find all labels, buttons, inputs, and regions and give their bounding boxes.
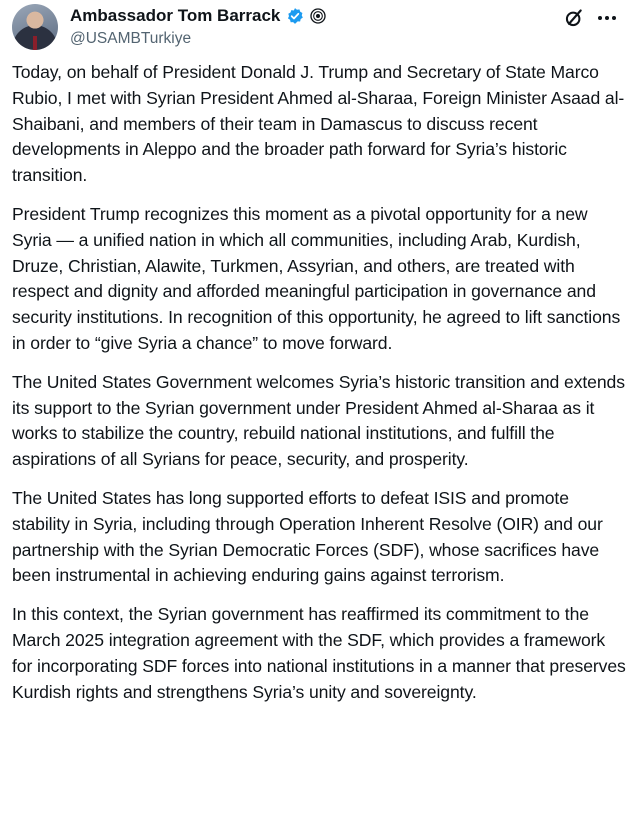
- avatar[interactable]: [12, 4, 58, 50]
- author-handle[interactable]: @USAMBTurkiye: [70, 30, 192, 47]
- post-paragraph: Today, on behalf of President Donald J. Trump and Secretary of State Marco Rubio, I met with Syrian President Ahmed al-Sharaa, Foreign Minister Asaad al-Shaibani, and members of their team in Damascus to discuss recent developments in Aleppo and the broader path forward for Syria’s historic transition.: [12, 62, 625, 186]
- post-header: [10, 0, 626, 58]
- more-options-icon[interactable]: [598, 16, 616, 20]
- verified-badge-icon[interactable]: [286, 7, 304, 25]
- avatar-tie: [33, 36, 37, 50]
- post-paragraph: President Trump recognizes this moment as a pivotal opportunity for a new Syria — a unified nation in which all communities, including Arab, Kurdish, Druze, Christian, Alawite, Turkmen, Assyrian, and others, are treated with respect and dignity and afforded meaningful participation in governance and security institutions. In recognition of this opportunity, he agreed to lift sanctions in order to “give Syria a chance” to move forward.: [12, 203, 621, 353]
- more-dot: [598, 16, 602, 20]
- author-display-name[interactable]: Ambassador Tom Barrack: [70, 6, 281, 25]
- post-body: [10, 58, 626, 705]
- post-paragraph: In this context, the Syrian government has reaffirmed its commitment to the March 2025 integration agreement with the SDF, which provides a framework for incorporating SDF forces into national institutions in a manner that preserves Kurdish rights and strengthens Syria’s unity and sovereignty.: [12, 604, 626, 702]
- post-paragraph: The United States has long supported efforts to defeat ISIS and promote stability in Syria, including through Operation Inherent Resolve (OIR) and our partnership with the Syrian Democratic Forces (SDF), whose sacrifices have been instrumental in achieving enduring gains against terrorism.: [12, 487, 603, 586]
- government-seal-icon[interactable]: [310, 8, 326, 24]
- grok-icon[interactable]: [564, 8, 584, 28]
- author-name-line: [70, 6, 326, 26]
- post-paragraph: The United States Government welcomes Syria’s historic transition and extends its support to the Syrian government under President Ahmed al-Sharaa as it works to stabilize the country, rebuild national institutions, and fulfill the aspirations of all Syrians for peace, security, and prosperity.: [12, 371, 625, 470]
- more-dot: [605, 16, 609, 20]
- more-dot: [612, 16, 616, 20]
